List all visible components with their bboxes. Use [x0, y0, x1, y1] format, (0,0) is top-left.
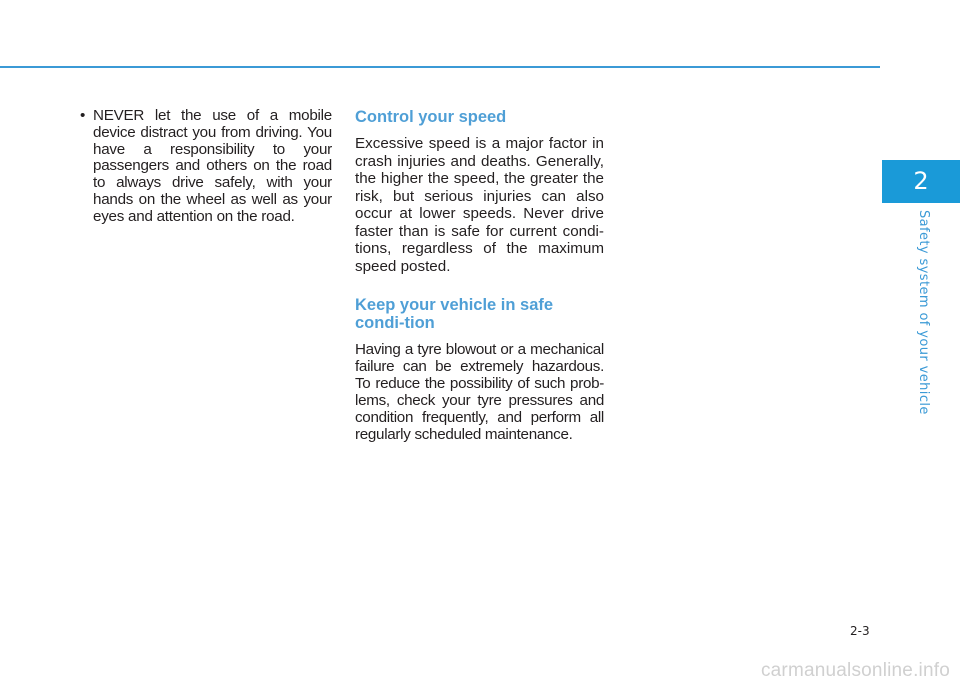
left-column: [80, 108, 332, 226]
bullet-text: NEVER let the use of a mobile device distract you from driving. You have a responsibility to your passengers and others on the road to always drive safely, with your hands on the wheel as well as your eyes and attention on the road.: [93, 107, 332, 225]
bullet-item: [80, 108, 332, 226]
section-body: Having a tyre blowout or a mechanical failure can be extremely hazardous. To reduce the possibility of such prob-lems, check your tyre pressures and condition frequently, and perform all regularly scheduled maintenance.: [355, 341, 604, 443]
section-body: Excessive speed is a major factor in crash injuries and deaths. Generally, the higher the speed, the greater the risk, but serious injuries can also occur at lower speeds. Never drive faster than is safe for current condi-tions, regardless of the maximum speed posted.: [355, 135, 604, 275]
header-rule: [0, 66, 880, 68]
section-safe-condition: [355, 296, 604, 443]
right-column: [355, 108, 604, 443]
chapter-title: Safety system of your vehicle: [916, 210, 931, 415]
section-control-speed: [355, 108, 604, 275]
watermark-link[interactable]: carmanualsonline.info: [760, 660, 950, 681]
bullet-icon: •: [80, 107, 86, 124]
section-title: Control your speed: [355, 108, 507, 126]
page-number: 2-3: [850, 624, 870, 638]
chapter-number-tab: 2: [882, 160, 960, 203]
section-title: Keep your vehicle in safe condi-tion: [355, 296, 554, 332]
